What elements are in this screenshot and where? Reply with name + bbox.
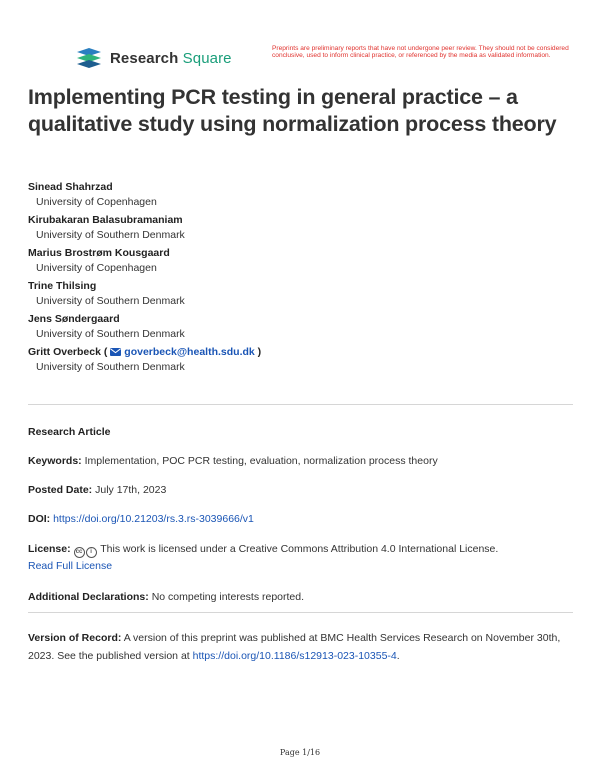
author-name: Sinead Shahrzad — [28, 181, 113, 193]
author-affiliation: University of Southern Denmark — [36, 295, 185, 307]
corresponding-author-name: Gritt Overbeck ( goverbeck@health.sdu.dk ) — [28, 346, 262, 358]
author-affiliation: University of Southern Denmark — [36, 229, 185, 241]
license: License: cc i This work is licensed under a Creative Commons Attribution 4.0 International License. Read Full License — [28, 543, 499, 572]
author-entry — [28, 279, 568, 309]
article-type: Research Article — [28, 426, 111, 438]
preprint-disclaimer: Preprints are preliminary reports that have not undergone peer review. They should not be considered conclusive, used to inform clinical practice, or referenced by the media as validated information. — [272, 45, 569, 60]
cc-icon: cc — [74, 547, 85, 558]
divider — [28, 612, 573, 613]
published-version-link[interactable]: https://doi.org/10.1186/s12913-023-10355-4 — [192, 650, 397, 662]
doi: DOI: https://doi.org/10.21203/rs.3.rs-3039666/v1 — [28, 513, 254, 525]
author-name: Trine Thilsing — [28, 280, 97, 292]
read-full-license-link[interactable]: Read Full License — [28, 560, 113, 572]
mail-icon — [110, 348, 121, 356]
doi-link[interactable]: https://doi.org/10.21203/rs.3.rs-3039666/v1 — [53, 513, 254, 525]
author-entry — [28, 246, 568, 276]
author-entry — [28, 345, 568, 375]
author-affiliation: University of Southern Denmark — [36, 361, 185, 373]
page-number: Page 1/16 — [279, 748, 321, 757]
author-affiliation: University of Copenhagen — [36, 196, 157, 208]
brand-name: Research Square — [110, 49, 232, 67]
version-of-record: Version of Record: A version of this preprint was published at BMC Health Services Research on November 30th, 2023. See the published version at https://doi.org/10.1186/s12913-023-10355-4. — [28, 632, 561, 662]
by-icon: i — [86, 547, 97, 558]
author-name: Jens Søndergaard — [28, 313, 120, 325]
additional-declarations: Additional Declarations: No competing interests reported. — [28, 591, 305, 603]
posted-date: Posted Date: July 17th, 2023 — [28, 484, 167, 496]
research-square-logo[interactable] — [76, 47, 232, 69]
research-square-logo-icon — [76, 47, 102, 69]
paper-title: Implementing PCR testing in general practice – a qualitative study using normalization process theory — [28, 85, 557, 136]
author-entry — [28, 312, 568, 342]
divider — [28, 404, 573, 405]
author-entry — [28, 180, 568, 210]
author-name: Marius Brostrøm Kousgaard — [28, 247, 170, 259]
author-entry — [28, 213, 568, 243]
author-affiliation: University of Copenhagen — [36, 262, 157, 274]
keywords: Keywords: Implementation, POC PCR testing, evaluation, normalization process theory — [28, 455, 438, 467]
author-list — [28, 180, 568, 378]
author-name: Kirubakaran Balasubramaniam — [28, 214, 183, 226]
author-affiliation: University of Southern Denmark — [36, 328, 185, 340]
author-email-link[interactable]: goverbeck@health.sdu.dk — [110, 346, 254, 358]
